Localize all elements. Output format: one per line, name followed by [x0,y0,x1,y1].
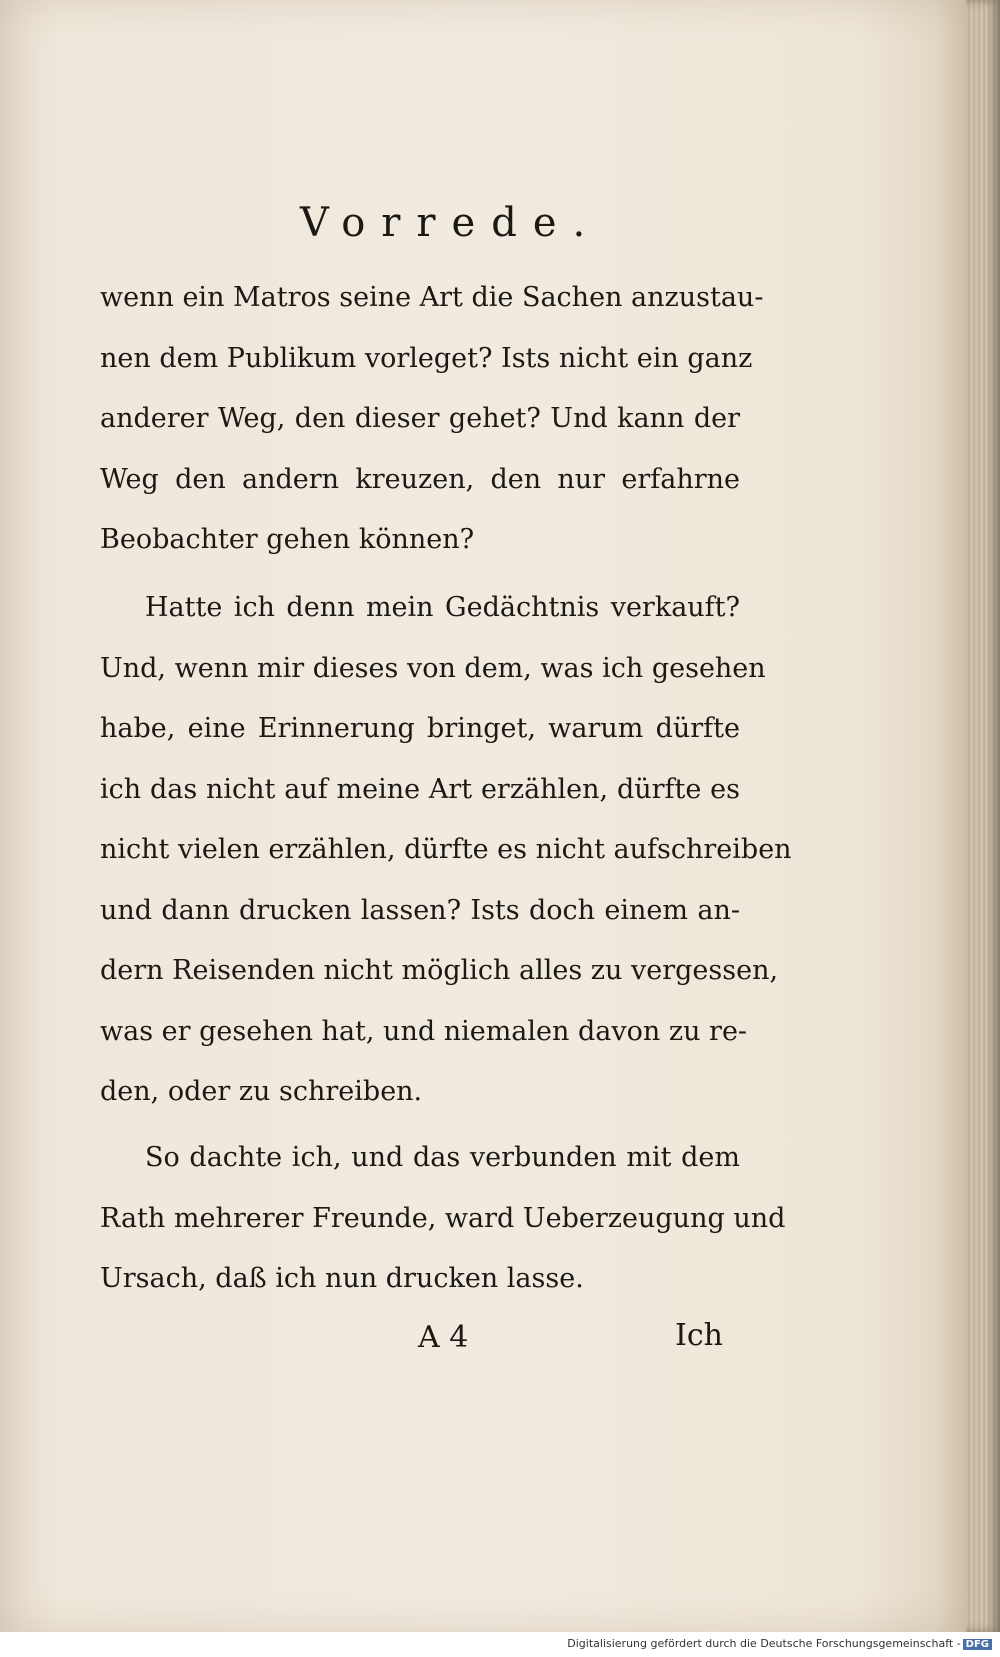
text-line: Ursach, daß ich nun drucken lasse. [100,1263,584,1294]
text-line: und dann drucken lassen? Ists doch einem an- [100,894,740,926]
signature-mark: A 4 [418,1320,469,1355]
text-line: wenn ein Matros seine Art die Sachen anzustau- [100,282,764,313]
text-line: Beobachter gehen können? [100,524,475,555]
paragraph-3 [100,1128,786,1310]
dfg-logo: DFG [963,1639,992,1650]
catchword: Ich [675,1318,723,1353]
text-line: habe, eine Erinnerung bringet, warum dürfte [100,713,740,744]
text-line: nicht vielen erzählen, dürfte es nicht aufschreiben [100,834,792,865]
text-line: Rath mehrerer Freunde, ward Ueberzeugung und [100,1202,786,1234]
text-line: Weg den andern kreuzen, den nur erfahrne [100,463,740,495]
digitization-credit [567,1637,992,1650]
paragraph-2 [100,578,792,1123]
text-line: dern Reisenden nicht möglich alles zu vergessen, [100,955,779,986]
running-head: Vorrede. [300,200,602,246]
text-line: Hatte ich denn mein Gedächtnis verkauft? [145,592,740,623]
text-line: ich das nicht auf meine Art erzählen, dürfte es [100,773,740,805]
text-line: Und, wenn mir dieses von dem, was ich gesehen [100,652,766,684]
text-line: So dachte ich, und das verbunden mit dem [145,1142,740,1173]
page-edge-texture [966,0,1000,1632]
text-line: nen dem Publikum vorleget? Ists nicht ein ganz [100,342,753,374]
text-line: was er gesehen hat, und niemalen davon zu re- [100,1015,748,1047]
paragraph-1 [100,268,764,571]
text-line: den, oder zu schreiben. [100,1076,423,1107]
credit-text: Digitalisierung gefördert durch die Deutsche Forschungsgemeinschaft - [567,1637,961,1650]
text-line: anderer Weg, den dieser gehet? Und kann der [100,403,740,434]
